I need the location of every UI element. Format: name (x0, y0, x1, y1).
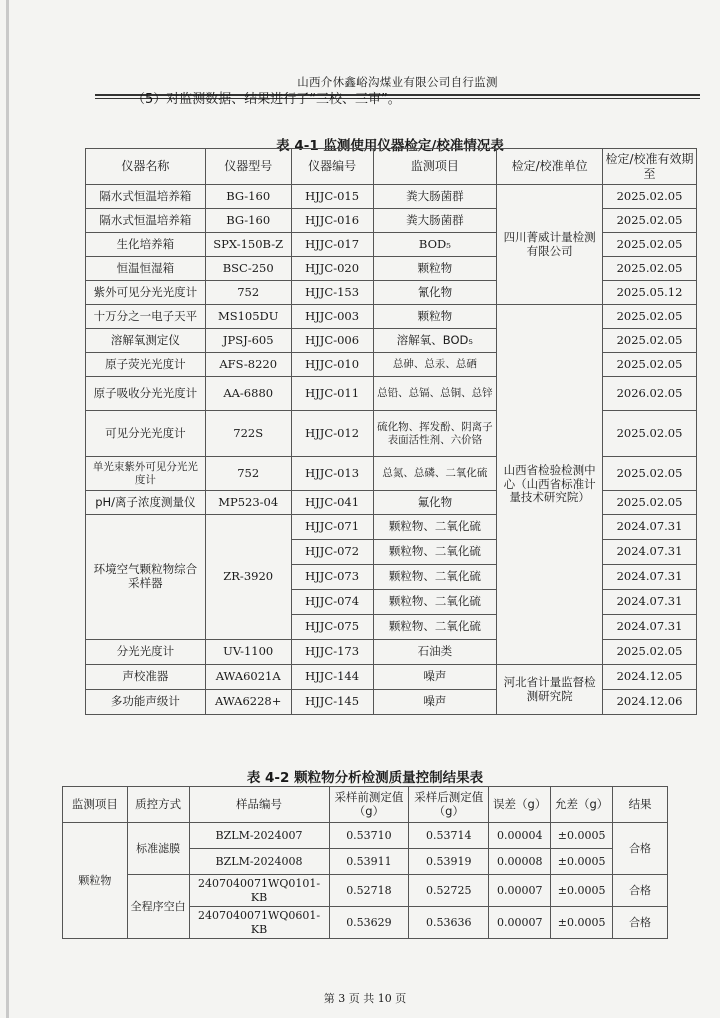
cell-date: 2025.02.05 (603, 305, 697, 329)
page-header: 山西介休鑫峪沟煤业有限公司自行监测 (297, 75, 498, 89)
cell-result: 合格 (613, 875, 668, 907)
instrument-calibration-table (85, 148, 697, 715)
cell-name: 隔水式恒温培养箱 (86, 209, 206, 233)
cell-item: 颗粒物 (373, 257, 497, 281)
cell-date: 2026.02.05 (603, 377, 697, 411)
cell-name: 隔水式恒温培养箱 (86, 185, 206, 209)
cell-name: 声校准器 (86, 665, 206, 690)
qc-results-table (62, 786, 668, 939)
cell-name: 可见分光光度计 (86, 411, 206, 457)
table-row (86, 411, 697, 457)
cell-name: 原子吸收分光光度计 (86, 377, 206, 411)
cell-model: AFS-8220 (205, 353, 291, 377)
col-header: 采样后测定值（g） (409, 787, 489, 823)
cell-sample: 2407040071WQ0101-KB (189, 875, 329, 907)
cell-item: 溶解氧、BOD₅ (373, 329, 497, 353)
cell-after: 0.52725 (409, 875, 489, 907)
col-header: 允差（g） (551, 787, 613, 823)
cell-item: 颗粒物、二氧化硫 (373, 590, 497, 615)
cell-date: 2024.12.06 (603, 690, 697, 715)
table-row (86, 377, 697, 411)
cell-code: HJJC-144 (291, 665, 373, 690)
cell-after: 0.53636 (409, 907, 489, 939)
cell-result: 合格 (613, 907, 668, 939)
cell-date: 2025.02.05 (603, 233, 697, 257)
cell-item: 颗粒物、二氧化硫 (373, 540, 497, 565)
cell-date: 2025.02.05 (603, 411, 697, 457)
cell-after: 0.53919 (409, 849, 489, 875)
cell-name: 生化培养箱 (86, 233, 206, 257)
cell-error: 0.00008 (489, 849, 551, 875)
cell-date: 2024.07.31 (603, 615, 697, 640)
table-row (86, 305, 697, 329)
col-header: 误差（g） (489, 787, 551, 823)
cell-code: HJJC-017 (291, 233, 373, 257)
cell-date: 2025.02.05 (603, 209, 697, 233)
table-row (86, 329, 697, 353)
table-row (86, 665, 697, 690)
cell-code: HJJC-006 (291, 329, 373, 353)
cell-name: 十万分之一电子天平 (86, 305, 206, 329)
cell-error: 0.00004 (489, 823, 551, 849)
cell-date: 2025.02.05 (603, 491, 697, 515)
cell-item: 颗粒物 (63, 823, 128, 939)
cell-sample: BZLM-2024008 (189, 849, 329, 875)
col-header: 监测项目 (63, 787, 128, 823)
cell-item: 粪大肠菌群 (373, 209, 497, 233)
cell-model: JPSJ-605 (205, 329, 291, 353)
table-row (86, 640, 697, 665)
cell-model: BG-160 (205, 209, 291, 233)
cell-before: 0.53629 (329, 907, 409, 939)
table-row (86, 185, 697, 209)
cell-tolerance: ±0.0005 (551, 849, 613, 875)
cell-name: 环境空气颗粒物综合采样器 (86, 515, 206, 640)
cell-item: 总氮、总磷、二氧化硫 (373, 457, 497, 491)
cell-date: 2025.02.05 (603, 457, 697, 491)
table-row (86, 209, 697, 233)
cell-model: BG-160 (205, 185, 291, 209)
cell-agency: 山西省检验检测中心（山西省标准计量技术研究院） (497, 305, 603, 665)
cell-model: UV-1100 (205, 640, 291, 665)
cell-item: 颗粒物、二氧化硫 (373, 565, 497, 590)
cell-code: HJJC-173 (291, 640, 373, 665)
cell-item: 颗粒物、二氧化硫 (373, 615, 497, 640)
cell-model: BSC-250 (205, 257, 291, 281)
intro-paragraph: （5）对监测数据、结果进行了“三校、三审”。 (132, 92, 401, 107)
cell-date: 2025.02.05 (603, 329, 697, 353)
cell-code: HJJC-012 (291, 411, 373, 457)
cell-item: BOD₅ (373, 233, 497, 257)
cell-code: HJJC-010 (291, 353, 373, 377)
cell-date: 2025.02.05 (603, 185, 697, 209)
cell-item: 硫化物、挥发酚、阴离子表面活性剂、六价铬 (373, 411, 497, 457)
col-header: 仪器名称 (86, 149, 206, 185)
cell-tolerance: ±0.0005 (551, 823, 613, 849)
cell-method: 标准滤膜 (127, 823, 189, 875)
col-header: 监测项目 (373, 149, 497, 185)
cell-model: ZR-3920 (205, 515, 291, 640)
table-header-row (63, 787, 668, 823)
cell-date: 2024.12.05 (603, 665, 697, 690)
cell-date: 2025.02.05 (603, 640, 697, 665)
cell-code: HJJC-020 (291, 257, 373, 281)
cell-code: HJJC-075 (291, 615, 373, 640)
col-header: 样品编号 (189, 787, 329, 823)
cell-item: 噪声 (373, 690, 497, 715)
cell-code: HJJC-072 (291, 540, 373, 565)
table-row (86, 457, 697, 491)
cell-code: HJJC-013 (291, 457, 373, 491)
cell-sample: BZLM-2024007 (189, 823, 329, 849)
col-header: 采样前测定值（g） (329, 787, 409, 823)
cell-error: 0.00007 (489, 907, 551, 939)
cell-date: 2024.07.31 (603, 540, 697, 565)
col-header: 仪器编号 (291, 149, 373, 185)
cell-item: 氰化物 (373, 281, 497, 305)
cell-name: 原子荧光光度计 (86, 353, 206, 377)
cell-date: 2025.02.05 (603, 257, 697, 281)
cell-model: MP523-04 (205, 491, 291, 515)
cell-name: 单光束紫外可见分光光度计 (86, 457, 206, 491)
cell-model: AWA6021A (205, 665, 291, 690)
cell-result: 合格 (613, 823, 668, 875)
cell-sample: 2407040071WQ0601-KB (189, 907, 329, 939)
cell-before: 0.53710 (329, 823, 409, 849)
cell-model: 752 (205, 457, 291, 491)
cell-item: 氟化物 (373, 491, 497, 515)
table-row (86, 353, 697, 377)
cell-code: HJJC-071 (291, 515, 373, 540)
table-row (86, 515, 697, 540)
cell-date: 2025.05.12 (603, 281, 697, 305)
cell-date: 2024.07.31 (603, 515, 697, 540)
cell-code: HJJC-016 (291, 209, 373, 233)
cell-name: 紫外可见分光光度计 (86, 281, 206, 305)
cell-date: 2024.07.31 (603, 590, 697, 615)
cell-date: 2025.02.05 (603, 353, 697, 377)
col-header: 质控方式 (127, 787, 189, 823)
page-footer: 第 3 页 共 10 页 (323, 992, 407, 1005)
cell-model: MS105DU (205, 305, 291, 329)
scan-edge (6, 0, 9, 1018)
cell-item: 颗粒物、二氧化硫 (373, 515, 497, 540)
cell-after: 0.53714 (409, 823, 489, 849)
cell-name: 溶解氧测定仪 (86, 329, 206, 353)
table-row (63, 823, 668, 849)
cell-item: 粪大肠菌群 (373, 185, 497, 209)
cell-item: 噪声 (373, 665, 497, 690)
cell-name: 恒温恒湿箱 (86, 257, 206, 281)
cell-code: HJJC-074 (291, 590, 373, 615)
cell-agency: 河北省计量监督检测研究院 (497, 665, 603, 715)
table1-caption: 表 4-1 监测使用仪器检定/校准情况表 (276, 138, 504, 154)
cell-before: 0.53911 (329, 849, 409, 875)
cell-model: 752 (205, 281, 291, 305)
cell-tolerance: ±0.0005 (551, 875, 613, 907)
cell-tolerance: ±0.0005 (551, 907, 613, 939)
col-header: 结果 (613, 787, 668, 823)
table-row (86, 690, 697, 715)
cell-code: HJJC-011 (291, 377, 373, 411)
cell-name: pH/离子浓度测量仪 (86, 491, 206, 515)
cell-model: 722S (205, 411, 291, 457)
cell-code: HJJC-073 (291, 565, 373, 590)
col-header: 仪器型号 (205, 149, 291, 185)
cell-method: 全程序空白 (127, 875, 189, 939)
table-row (86, 257, 697, 281)
cell-model: SPX-150B-Z (205, 233, 291, 257)
cell-code: HJJC-153 (291, 281, 373, 305)
table-row (86, 233, 697, 257)
cell-item: 颗粒物 (373, 305, 497, 329)
table-row (86, 491, 697, 515)
cell-code: HJJC-003 (291, 305, 373, 329)
cell-code: HJJC-145 (291, 690, 373, 715)
cell-item: 总铅、总镉、总铜、总锌 (373, 377, 497, 411)
cell-item: 石油类 (373, 640, 497, 665)
cell-model: AWA6228+ (205, 690, 291, 715)
col-header: 检定/校准单位 (497, 149, 603, 185)
table-row (86, 281, 697, 305)
cell-agency: 四川菁威计量检测有限公司 (497, 185, 603, 305)
col-header: 检定/校准有效期至 (603, 149, 697, 185)
cell-model: AA-6880 (205, 377, 291, 411)
cell-date: 2024.07.31 (603, 565, 697, 590)
cell-error: 0.00007 (489, 875, 551, 907)
cell-code: HJJC-015 (291, 185, 373, 209)
cell-before: 0.52718 (329, 875, 409, 907)
cell-name: 多功能声级计 (86, 690, 206, 715)
table-row (63, 875, 668, 907)
cell-item: 总砷、总汞、总硒 (373, 353, 497, 377)
table-header-row (86, 149, 697, 185)
cell-name: 分光光度计 (86, 640, 206, 665)
cell-code: HJJC-041 (291, 491, 373, 515)
table2-caption: 表 4-2 颗粒物分析检测质量控制结果表 (246, 770, 484, 786)
